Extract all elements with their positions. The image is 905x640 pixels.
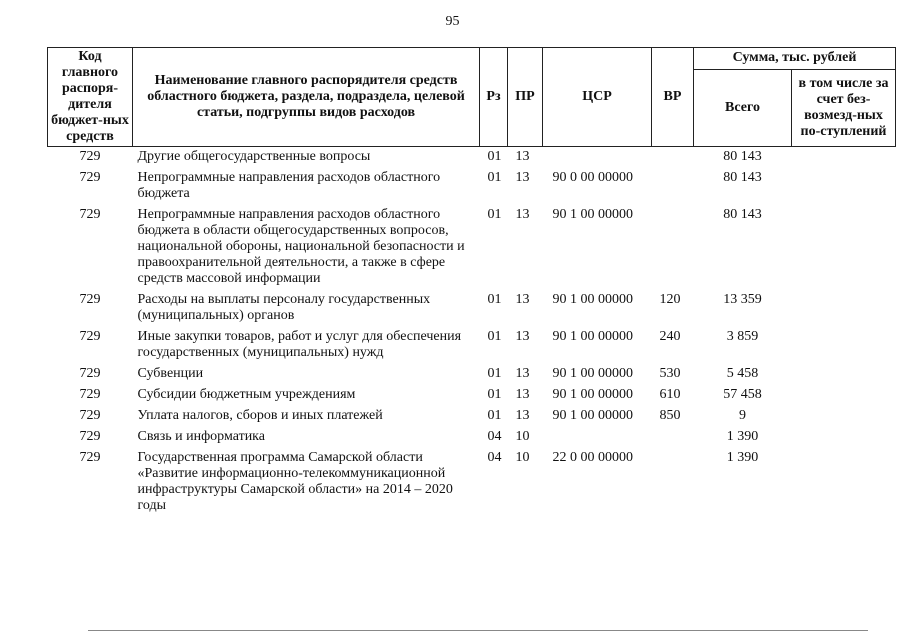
header-sum: Сумма, тыс. рублей xyxy=(694,48,896,70)
cell-total: 1 390 xyxy=(726,429,759,444)
cell-name: Непрограммные направления расходов областного бюджета в области общегосударственных вопросов, национальной обороны, национальной безопасности и правоохранительной деятельности, а также в сфере средств массовой информации xyxy=(137,207,465,286)
cell-total: 80 143 xyxy=(723,170,762,185)
cell-code: 729 xyxy=(79,408,101,423)
table-row xyxy=(48,386,896,407)
table-row xyxy=(48,365,896,386)
cell-total: 1 390 xyxy=(726,450,759,465)
cell-pr: 13 xyxy=(515,366,530,381)
cell-name: Иные закупки товаров, работ и услуг для обеспечения государственных (муниципальных) нужд xyxy=(137,329,462,360)
cell-incl xyxy=(792,386,896,407)
cell-name: Субвенции xyxy=(137,366,204,381)
cell-pr: 10 xyxy=(515,429,530,444)
cell-pr: 13 xyxy=(515,170,530,185)
cell-total: 13 359 xyxy=(723,292,762,307)
cell-incl xyxy=(792,206,896,291)
cell-csr: 90 1 00 00000 xyxy=(552,207,633,222)
cell-total: 9 xyxy=(739,408,746,423)
cell-vr xyxy=(652,449,694,518)
cell-pr: 13 xyxy=(515,149,530,164)
cell-vr xyxy=(652,169,694,206)
table-row xyxy=(48,147,896,170)
cell-incl xyxy=(792,428,896,449)
cell-pr: 13 xyxy=(515,329,530,344)
cell-vr xyxy=(652,428,694,449)
table-row xyxy=(48,449,896,518)
cell-name: Непрограммные направления расходов областного бюджета xyxy=(137,170,441,201)
cell-rz: 01 xyxy=(487,329,502,344)
cell-incl xyxy=(792,147,896,170)
cell-csr: 90 1 00 00000 xyxy=(552,408,633,423)
header-vr: ВР xyxy=(652,48,694,147)
cell-incl xyxy=(792,449,896,518)
cell-csr: 90 0 00 00000 xyxy=(552,170,633,185)
table-row xyxy=(48,169,896,206)
cell-total: 5 458 xyxy=(726,366,759,381)
table-row xyxy=(48,206,896,291)
cell-incl xyxy=(792,407,896,428)
cell-rz: 01 xyxy=(487,366,502,381)
table-body xyxy=(48,147,896,519)
cell-rz: 01 xyxy=(487,292,502,307)
cell-csr: 90 1 00 00000 xyxy=(552,292,633,307)
cell-rz: 04 xyxy=(487,429,502,444)
cell-name: Другие общегосударственные вопросы xyxy=(137,149,371,164)
cell-pr: 13 xyxy=(515,408,530,423)
cell-pr: 13 xyxy=(515,292,530,307)
header-pr: ПР xyxy=(508,48,543,147)
header-incl: в том числе за счет без-возмезд-ных по-ступлений xyxy=(792,69,896,146)
cell-total: 57 458 xyxy=(723,387,762,402)
header-name: Наименование главного распорядителя средств областного бюджета, раздела, подраздела, целевой статьи, подгруппы видов расходов xyxy=(133,48,480,147)
cell-name: Субсидии бюджетным учреждениям xyxy=(137,387,356,402)
cell-csr: 90 1 00 00000 xyxy=(552,329,633,344)
table-row xyxy=(48,407,896,428)
cell-pr: 10 xyxy=(515,450,530,465)
cell-vr: 850 xyxy=(659,408,681,423)
bottom-divider xyxy=(88,630,868,631)
cell-csr: 90 1 00 00000 xyxy=(552,387,633,402)
cell-rz: 01 xyxy=(487,408,502,423)
cell-vr: 240 xyxy=(659,329,681,344)
cell-rz: 04 xyxy=(487,450,502,465)
cell-code: 729 xyxy=(79,366,101,381)
cell-rz: 01 xyxy=(487,170,502,185)
page-number: 95 xyxy=(445,14,460,29)
cell-rz: 01 xyxy=(487,387,502,402)
cell-incl xyxy=(792,328,896,365)
cell-code: 729 xyxy=(79,450,101,465)
cell-total: 80 143 xyxy=(723,207,762,222)
cell-name: Уплата налогов, сборов и иных платежей xyxy=(137,408,383,423)
table-row xyxy=(48,328,896,365)
cell-vr: 530 xyxy=(659,366,681,381)
cell-incl xyxy=(792,169,896,206)
cell-code: 729 xyxy=(79,329,101,344)
header-csr: ЦСР xyxy=(543,48,652,147)
cell-code: 729 xyxy=(79,207,101,222)
cell-code: 729 xyxy=(79,387,101,402)
cell-csr xyxy=(543,428,652,449)
cell-vr: 120 xyxy=(659,292,681,307)
header-code: Код главного распоря-дителя бюджет-ных средств xyxy=(48,48,133,147)
cell-total: 80 143 xyxy=(723,149,762,164)
cell-pr: 13 xyxy=(515,207,530,222)
table-row xyxy=(48,428,896,449)
cell-vr: 610 xyxy=(659,387,681,402)
cell-csr: 90 1 00 00000 xyxy=(552,366,633,381)
cell-rz: 01 xyxy=(487,207,502,222)
cell-incl xyxy=(792,291,896,328)
budget-table xyxy=(47,47,896,518)
cell-code: 729 xyxy=(79,149,101,164)
cell-code: 729 xyxy=(79,429,101,444)
cell-code: 729 xyxy=(79,170,101,185)
table-row xyxy=(48,291,896,328)
header-total: Всего xyxy=(694,69,792,146)
cell-rz: 01 xyxy=(487,149,502,164)
cell-pr: 13 xyxy=(515,387,530,402)
table-header xyxy=(48,48,896,147)
cell-csr xyxy=(543,147,652,170)
cell-name: Связь и информатика xyxy=(137,429,265,444)
cell-name: Государственная программа Самарской области «Развитие информационно-телекоммуникационной инфраструктуры Самарской области» на 2014 – 2020 годы xyxy=(137,450,453,513)
cell-code: 729 xyxy=(79,292,101,307)
cell-csr: 22 0 00 00000 xyxy=(552,450,633,465)
cell-total: 3 859 xyxy=(726,329,759,344)
cell-incl xyxy=(792,365,896,386)
cell-vr xyxy=(652,206,694,291)
cell-vr xyxy=(652,147,694,170)
cell-name: Расходы на выплаты персоналу государственных (муниципальных) органов xyxy=(137,292,431,323)
header-rz: Рз xyxy=(480,48,508,147)
